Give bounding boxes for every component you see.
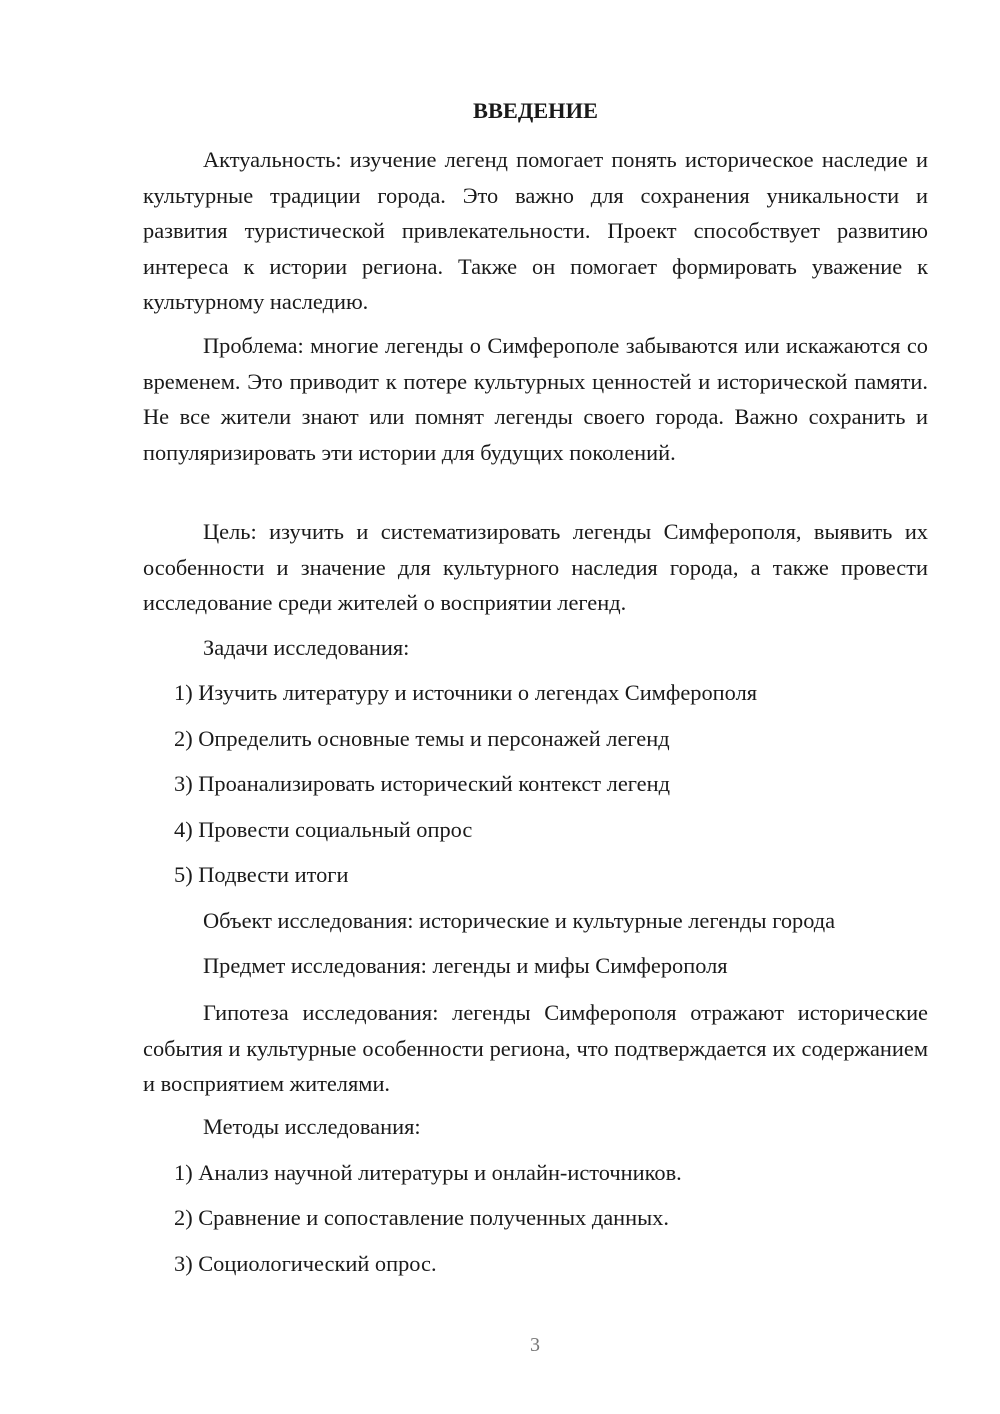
research-object: Объект исследования: исторические и культурные легенды города: [203, 908, 836, 933]
method-item: 2) Сравнение и сопоставление полученных данных.: [174, 1205, 669, 1230]
task-item: 3) Проанализировать исторический контекст легенд: [174, 771, 670, 796]
page-number: 3: [530, 1334, 540, 1356]
method-item: 3) Социологический опрос.: [174, 1251, 437, 1276]
tasks-heading: Задачи исследования:: [203, 635, 410, 660]
research-subject: Предмет исследования: легенды и мифы Симферополя: [203, 953, 728, 978]
method-item: 1) Анализ научной литературы и онлайн-источников.: [174, 1160, 682, 1185]
section-title: ВВЕДЕНИЕ: [473, 98, 598, 123]
methods-heading: Методы исследования:: [203, 1114, 421, 1139]
paragraph-problem: Проблема: многие легенды о Симферополе забываются или искажаются со временем. Это приводит к потере культурных ценностей и исторической памяти. Не все жители знают или помнят легенды своего города. Важно сохранить и популяризировать эти истории для будущих поколений.: [143, 333, 928, 465]
task-item: 2) Определить основные темы и персонажей легенд: [174, 726, 670, 751]
task-item: 5) Подвести итоги: [174, 862, 349, 887]
paragraph-goal: Цель: изучить и систематизировать легенды Симферополя, выявить их особенности и значение для культурного наследия города, а также провести исследование среди жителей о восприятии легенд.: [143, 519, 928, 615]
task-item: 4) Провести социальный опрос: [174, 817, 473, 842]
task-item: 1) Изучить литературу и источники о легендах Симферополя: [174, 680, 758, 705]
paragraph-hypothesis: Гипотеза исследования: легенды Симферополя отражают исторические события и культурные особенности региона, что подтверждается их содержанием и восприятием жителями.: [143, 1000, 928, 1096]
paragraph-actuality: Актуальность: изучение легенд помогает понять историческое наследие и культурные традиции города. Это важно для сохранения уникальности и развития туристической привлекательности. Проект способствует развитию интереса к истории региона. Также он помогает формировать уважение к культурному наследию.: [143, 147, 928, 314]
